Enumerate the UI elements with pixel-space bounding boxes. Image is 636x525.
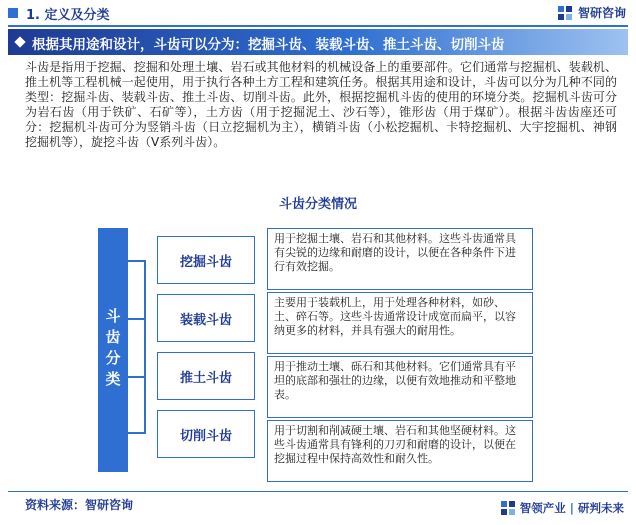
footer-divider xyxy=(8,491,628,492)
type-box-excavating: 挖掘斗齿 xyxy=(157,236,255,284)
footer-brand xyxy=(500,500,624,516)
section-marker xyxy=(8,8,18,18)
connector-line xyxy=(128,376,146,378)
top-header xyxy=(0,0,636,26)
type-description-loading: 主要用于装载机上，用于处理各种材料，如砂、土、碎石等。这些斗齿通常设计成宽而扁平，以容纳更多的材料，并具有强大的耐用性。 xyxy=(267,292,533,354)
header-divider xyxy=(8,25,628,27)
root-category-box xyxy=(98,228,128,472)
footer-slogan-separator: | xyxy=(569,501,574,515)
type-box-loading: 装载斗齿 xyxy=(157,294,255,342)
footer-slogan-right: 研判未来 xyxy=(578,501,624,515)
type-box-cutting: 切削斗齿 xyxy=(157,410,255,458)
diamond-icon xyxy=(14,36,25,47)
footer-logo-icon xyxy=(500,500,516,516)
type-description-cutting: 用于切割和削减硬土壤、岩石和其他坚硬材料。这些斗齿通常具有锋利的刀刃和耐磨的设计，以便在挖掘过程中保持高效性和耐久性。 xyxy=(267,420,533,482)
type-description-dozing: 用于推动土壤、砾石和其他材料。它们通常具有平坦的底部和强壮的边缘，以便有效地推动和平整地表。 xyxy=(267,356,533,418)
type-box-dozing: 推土斗齿 xyxy=(157,352,255,400)
brand-logo-icon xyxy=(557,5,573,21)
banner-text: 根据其用途和设计，斗齿可以分为：挖掘斗齿、装载斗齿、推土斗齿、切削斗齿 xyxy=(32,37,505,53)
footer-slogan-left: 智领产业 xyxy=(519,501,566,515)
brand xyxy=(557,4,626,21)
section-title: 1. 定义及分类 xyxy=(26,8,110,23)
source-text: 资料来源：智研咨询 xyxy=(25,498,134,512)
brand-name: 智研咨询 xyxy=(577,6,626,20)
banner xyxy=(8,29,628,55)
connector-line xyxy=(128,318,146,320)
root-category-label: 斗齿分类 xyxy=(103,308,122,392)
type-description-excavating: 用于挖掘土壤、岩石和其他材料。这些斗齿通常具有尖锐的边缘和耐磨的设计，以便在各种条件下进行有效挖掘。 xyxy=(267,228,533,290)
intro-paragraph: 斗齿是指用于挖掘、挖掘和处理土壤、岩石或其他材料的机械设备上的重要部件。它们通常与挖掘机、装载机、推土机等工程机械一起使用，用于执行各种土方工程和建筑任务。根据其用途和设计，斗齿可以分为几种不同的类型：挖掘斗齿、装载斗齿、推土斗齿、切削斗齿。此外，根据挖掘机斗齿的使用的环境分类。挖掘机斗齿可分为岩石齿（用于铁矿、石矿等），土方齿（用于挖掘泥土、沙石等），锥形齿（用于煤矿）。根据斗齿齿座还可分：挖掘机斗齿可分为竖销斗齿（日立挖掘机为主），横销斗齿（小松挖掘机、卡特挖掘机、大宇挖掘机、神钢挖掘机等），旋挖斗齿（V系列斗齿）。 xyxy=(25,60,617,149)
connector-bracket xyxy=(128,260,146,434)
diagram-title: 斗齿分类情况 xyxy=(278,197,357,212)
